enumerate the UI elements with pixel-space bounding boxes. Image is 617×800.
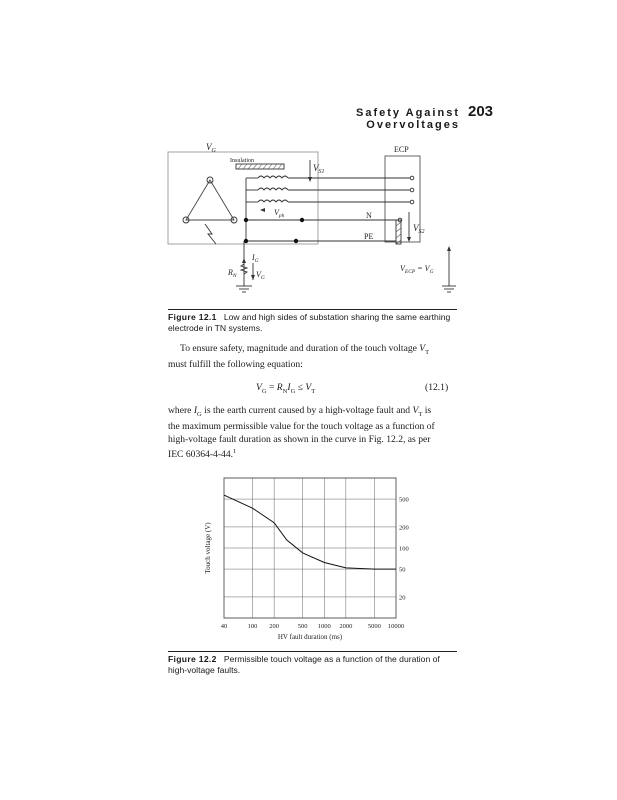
y-tick-100: 100 bbox=[399, 545, 409, 553]
figure-12-1-diagram bbox=[160, 138, 465, 308]
x-tick-200: 200 bbox=[269, 623, 280, 630]
x-tick-1000: 1000 bbox=[317, 623, 331, 630]
figure-12-1-rule bbox=[168, 309, 457, 310]
y-tick-50: 50 bbox=[399, 566, 406, 574]
caption-text: Low and high sides of substation sharing the same earthing electrode in TN systems. bbox=[168, 312, 451, 333]
figure-12-1-caption bbox=[168, 312, 468, 334]
y-tick-20: 20 bbox=[399, 594, 406, 602]
label-n: N bbox=[366, 211, 372, 220]
x-tick-2000: 2000 bbox=[339, 623, 353, 630]
label-ig: $I_G$ bbox=[252, 253, 259, 264]
figure-12-2-rule bbox=[168, 651, 457, 652]
caption-text-line2: high-voltage faults. bbox=[168, 665, 241, 675]
paragraph-1-text: To ensure safety, magnitude and duration of the touch voltage bbox=[180, 343, 420, 354]
page-number: 203 bbox=[468, 103, 494, 120]
vt-sub: T bbox=[425, 348, 430, 356]
paragraph-1-line2: must fulfill the following equation: bbox=[168, 359, 303, 371]
paragraph-1 bbox=[168, 343, 459, 372]
label-vph: $V_{ph}$ bbox=[274, 208, 285, 219]
substation-box bbox=[168, 152, 318, 244]
y-axis-label: Touch voltage (V) bbox=[204, 522, 212, 574]
y-tick-500: 500 bbox=[399, 496, 409, 504]
vt-symbol: V bbox=[419, 343, 426, 354]
figure-12-2-caption bbox=[168, 654, 468, 676]
label-rn: $R_N$ bbox=[228, 268, 237, 279]
label-vg: $V_G$ bbox=[256, 270, 265, 281]
label-vs1: $V_{S1}$ bbox=[313, 163, 325, 175]
caption-label: Figure 12.2 bbox=[168, 654, 217, 664]
x-tick-40: 40 bbox=[220, 623, 228, 630]
label-vs2: $V_{S2}$ bbox=[413, 223, 425, 235]
x-tick-500: 500 bbox=[297, 623, 308, 630]
equation-12-1: $V_G = R_NI_G \le V_T$ bbox=[256, 382, 316, 395]
x-tick-5000: 5000 bbox=[367, 623, 381, 630]
label-pe: PE bbox=[364, 232, 374, 241]
equation-number: (12.1) bbox=[425, 382, 449, 393]
label-ecp: ECP bbox=[394, 145, 409, 154]
label-vecp: $V_{ECP} = V_G$ bbox=[400, 264, 434, 275]
x-axis-label: HV fault duration (ms) bbox=[277, 633, 343, 641]
x-tick-10000: 10000 bbox=[387, 623, 405, 630]
running-head: Safety Against Overvoltages bbox=[355, 107, 460, 131]
x-tick-100: 100 bbox=[247, 623, 258, 630]
label-vg-top: $V_G$ bbox=[206, 142, 216, 154]
y-tick-200: 200 bbox=[399, 524, 409, 532]
figure-12-2-chart bbox=[200, 470, 430, 642]
caption-label: Figure 12.1 bbox=[168, 312, 217, 322]
label-insulation: Insulation bbox=[230, 158, 254, 164]
paragraph-2: where $I_G$ is the earth current caused by a high-voltage fault and $V_T$ is the maximum permissible value for the touch voltage as a function of high-voltage fault duration as shown in the curve in Fig. 12.2, as per IEC 60364-4-44.$^1$ bbox=[168, 405, 435, 461]
series-line bbox=[224, 495, 396, 569]
caption-text-line1: Permissible touch voltage as a function of the duration of bbox=[223, 654, 440, 664]
